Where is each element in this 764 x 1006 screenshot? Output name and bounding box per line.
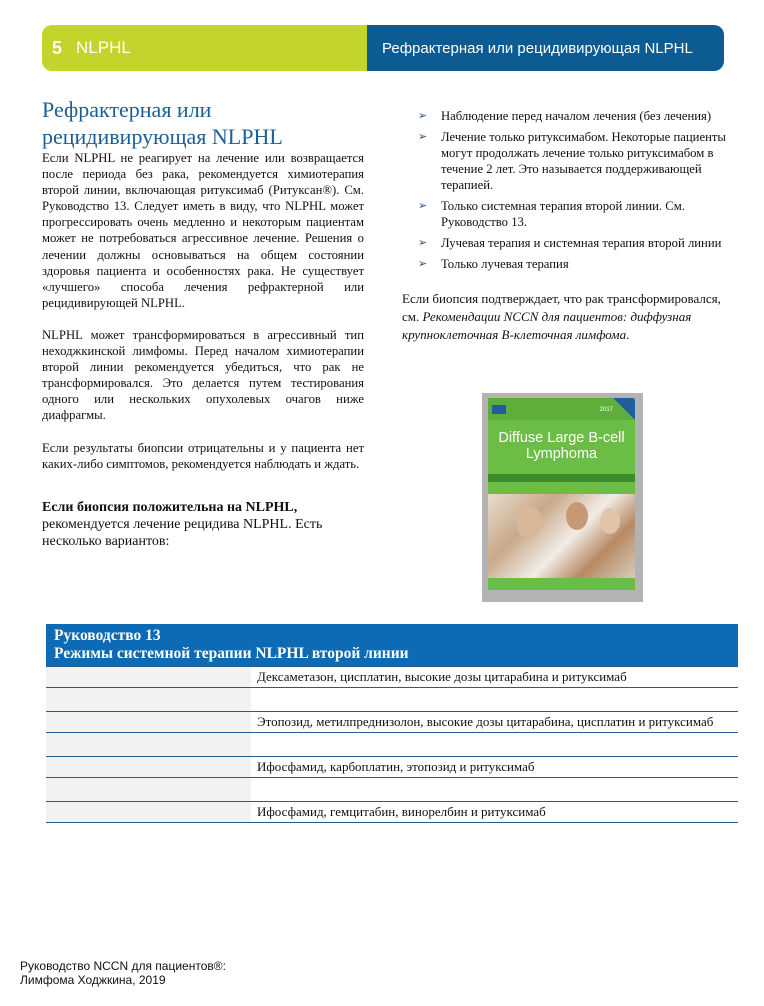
heading-line-2: рецидивирующая NLPHL [42, 124, 283, 149]
guide-title: Режимы системной терапии NLPHL второй линии [54, 645, 409, 662]
cover-photo [488, 494, 635, 578]
regimen-cell [251, 778, 738, 801]
photo-person [516, 506, 542, 538]
guide-rows [46, 666, 738, 823]
table-row-spacer [46, 687, 738, 711]
arrow-bullet-icon: ➢ [418, 110, 428, 122]
regimen-cell: Ифосфамид, гемцитабин, винорелбин и ритуксимаб [257, 804, 546, 819]
list-item [416, 129, 746, 193]
transform-text: Если биопсия подтверждает, что рак трансформировался, см. [402, 291, 721, 324]
row-label-cell [46, 778, 251, 801]
nccn-logo-icon [492, 405, 506, 414]
right-column [402, 108, 746, 344]
page-footer [20, 959, 226, 987]
paragraph-negative-biopsy: Если результаты биопсии отрицательны и у пациента нет каких-либо симптомов, рекомендуется наблюдать и ждать. [42, 440, 364, 471]
footer-line-1: Руководство NCCN для пациентов®: [20, 959, 226, 973]
guide-13-table [46, 624, 738, 823]
arrow-bullet-icon: ➢ [418, 258, 428, 270]
arrow-bullet-icon: ➢ [418, 131, 428, 143]
left-column [42, 96, 364, 564]
row-label-cell [46, 757, 251, 777]
list-item [416, 108, 746, 124]
row-label-cell [46, 733, 251, 756]
transform-end: . [626, 327, 630, 342]
book-cover-image [482, 393, 643, 602]
table-row [46, 666, 738, 687]
paragraph-transformed [402, 290, 722, 344]
page-heading [42, 96, 364, 150]
table-row [46, 801, 738, 823]
list-item [416, 256, 746, 272]
paragraph-positive-biopsy [42, 499, 364, 550]
option-text: Только лучевая терапия [441, 257, 569, 271]
regimen-cell: Дексаметазон, цисплатин, высокие дозы цитарабина и ритуксимаб [257, 669, 627, 684]
book-title [488, 430, 635, 462]
book-title-line-1: Diffuse Large B-cell [498, 430, 625, 446]
positive-biopsy-bold: Если биопсия положительна на NLPHL, [42, 499, 298, 515]
row-label-cell [46, 712, 251, 732]
table-row [46, 756, 738, 777]
book-bottom-band [488, 578, 635, 590]
photo-person [600, 508, 620, 534]
row-label-cell [46, 688, 251, 711]
regimen-cell [251, 688, 738, 711]
book-cover [488, 398, 635, 590]
option-text: Лучевая терапия и системная терапия второй линии [441, 236, 722, 250]
paragraph-intro: Если NLPHL не реагирует на лечение или возвращается после периода без рака, рекомендуется химиотерапия второй линии, включающая ритуксимаб (Ритуксан®). См. Руководство 13. Следует иметь в виду, что NLPHL может прогрессировать очень медленно и некоторым пациентам может не потребоваться агрессивное лечение. Решения о лечении должны основываться на общем состоянии здоровья пациента и особенностях рака. Не существует «лучшего» способа лечения рефрактерной или рецидивирующей NLPHL. [42, 151, 364, 310]
option-text: Лечение только ритуксимабом. Некоторые пациенты могут продолжать лечение только ритуксимабом в течение 2 лет. Это называется поддерживающей терапией. [441, 130, 726, 192]
option-text: Наблюдение перед началом лечения (без лечения) [441, 109, 712, 123]
chapter-name: NLPHL [76, 38, 131, 57]
section-title: Рефрактерная или рецидивирующая NLPHL [382, 39, 693, 57]
page-header [42, 25, 724, 71]
list-item [416, 235, 746, 251]
book-top-band [488, 398, 635, 420]
table-row-spacer [46, 732, 738, 756]
table-row-spacer [46, 777, 738, 801]
paragraph-transform: NLPHL может трансформироваться в агрессивный тип неходжкинской лимфомы. Перед началом химиотерапии второй линии рекомендуется убедиться, что рак не трансформировался. Это делается путем тестирования одного или нескольких опухолевых очагов ниже диафрагмы. [42, 327, 364, 423]
row-label-cell [46, 802, 251, 822]
footer-line-2: Лимфома Ходжкина, 2019 [20, 973, 166, 987]
arrow-bullet-icon: ➢ [418, 237, 428, 249]
book-year: 2017 [599, 407, 613, 413]
arrow-bullet-icon: ➢ [418, 200, 428, 212]
regimen-cell: Этопозид, метилпреднизолон, высокие дозы цитарабина, цисплатин и ритуксимаб [257, 714, 714, 729]
guide-label: Руководство 13 [54, 627, 161, 644]
regimen-cell [251, 733, 738, 756]
chapter-tab [42, 25, 367, 71]
row-label-cell [46, 667, 251, 687]
option-text: Только системная терапия второй линии. См. Руководство 13. [441, 199, 685, 229]
regimen-cell: Ифосфамид, карбоплатин, этопозид и ритуксимаб [257, 759, 535, 774]
section-title-bar [367, 25, 724, 71]
guide-header [46, 624, 738, 666]
series-band [488, 474, 635, 482]
table-row [46, 711, 738, 732]
list-item [416, 198, 746, 230]
book-title-line-2: Lymphoma [525, 446, 598, 462]
photo-person [566, 502, 588, 530]
positive-biopsy-rest: рекомендуется лечение рецидива NLPHL. Есть несколько вариантов: [42, 516, 323, 549]
chapter-number: 5 [52, 37, 63, 58]
heading-line-1: Рефрактерная или [42, 97, 212, 122]
transform-reference[interactable]: Рекомендации NCCN для пациентов: диффузная крупноклеточная B-клеточная лимфома [402, 309, 692, 342]
options-list [416, 108, 746, 272]
